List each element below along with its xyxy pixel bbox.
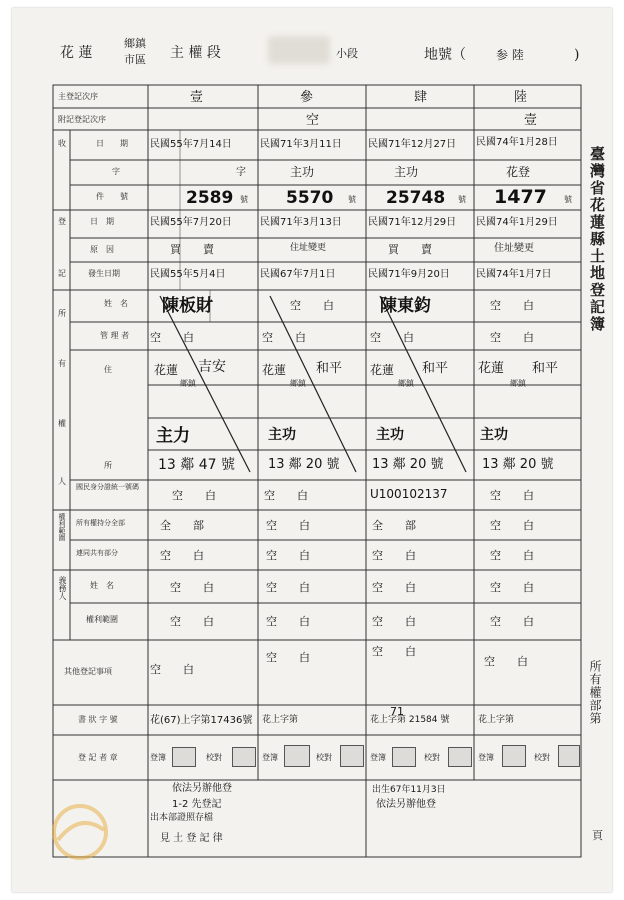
col4-check-label: 校對 xyxy=(534,753,550,762)
col1-reg-cause: 買 賣 xyxy=(170,243,214,256)
header-lot-close: ) xyxy=(574,47,580,63)
col1-addr-lot: 主力 xyxy=(156,426,190,446)
label-ji: 記 xyxy=(58,269,66,278)
col1-addr-town: 吉安 xyxy=(198,359,226,375)
col1-addr-no: 13 鄰 47 號 xyxy=(158,457,235,473)
col3-id-no: U100102137 xyxy=(370,487,448,501)
col1-check-label: 校對 xyxy=(206,753,222,762)
col2-holding: 空 白 xyxy=(266,519,310,532)
header-lot-label: 地號（ xyxy=(424,47,466,63)
col1-stamp-label: 登簿 xyxy=(150,753,166,762)
col3-receipt-number-suffix: 號 xyxy=(458,195,466,204)
col4-other: 空 白 xyxy=(484,655,528,668)
col2-owner-name: 空 白 xyxy=(290,299,334,312)
col1-reg-date: 民國55年7月20日 xyxy=(150,217,232,228)
label-owner-4: 人 xyxy=(58,477,66,486)
header-lot-value: 参 陸 xyxy=(496,48,524,62)
col3-addr-town: 和平 xyxy=(422,361,449,376)
footer-center-2: 依法另辦他登 xyxy=(376,799,436,810)
label-obligor-scope: 權利範圍 xyxy=(86,615,118,624)
label-reg-cause: 原 因 xyxy=(90,245,114,254)
col2-reg-cause: 住址變更 xyxy=(290,243,327,253)
col2-stamp-label: 登簿 xyxy=(262,753,278,762)
col3-addr-lot: 主功 xyxy=(376,427,404,443)
col4-receipt-word: 花登 xyxy=(506,165,531,179)
label-receipt-date: 日 期 xyxy=(96,139,128,148)
col4-addr-city: 花蓮 xyxy=(478,361,505,376)
header-county: 花 蓮 xyxy=(60,45,93,61)
col4-stamp-label: 登簿 xyxy=(478,753,494,762)
side-label: 所有權部第 xyxy=(588,660,602,725)
col4-reg-cause: 住址變更 xyxy=(494,243,534,254)
label-manager: 管 理 者 xyxy=(100,331,130,340)
col4-manager: 空 白 xyxy=(490,331,534,344)
col2-obligor-scope: 空 白 xyxy=(266,615,310,628)
col2-receipt-word: 主功 xyxy=(290,165,315,179)
col3-obligor-scope: 空 白 xyxy=(372,615,416,628)
col1-owner-name: 陳板財 xyxy=(162,296,213,316)
col4-cert: 花上字第 xyxy=(478,715,515,725)
col1-manager: 空 白 xyxy=(150,331,194,344)
label-reg-cause-date: 發生日期 xyxy=(88,269,120,278)
header-township-bottom: 市區 xyxy=(124,53,146,66)
col2-addr-town: 和平 xyxy=(316,361,343,376)
col1-main-order: 壹 xyxy=(190,90,204,105)
col4-addr-town: 和平 xyxy=(532,361,559,376)
col3-holding: 全 部 xyxy=(372,519,416,532)
footer-left-3: 出本部證照存檔 xyxy=(150,813,214,823)
col2-reg-date: 民國71年3月13日 xyxy=(260,217,342,228)
col3-other: 空 白 xyxy=(372,645,416,658)
col4-addr-lot: 主功 xyxy=(480,427,508,443)
col4-receipt-date: 民國74年1月28日 xyxy=(476,137,558,148)
footer-left-1: 依法另辦他登 xyxy=(172,783,232,794)
label-reg: 登 xyxy=(58,217,66,226)
col4-reg-date: 民國74年1月29日 xyxy=(476,217,558,228)
label-id-no: 國民身分證統一號碼 xyxy=(76,483,139,491)
col1-holding: 全 部 xyxy=(160,519,204,532)
col3-receipt-date: 民國71年12月27日 xyxy=(368,139,457,150)
col1-obligor: 空 白 xyxy=(170,581,214,594)
label-owner-2: 有 xyxy=(58,359,66,368)
col4-addr-no: 13 鄰 20 號 xyxy=(482,457,554,472)
col3-owner-name: 陳東鈞 xyxy=(380,296,431,316)
col3-reg-cause-date: 民國71年9月20日 xyxy=(368,269,450,280)
col1-common: 空 白 xyxy=(160,549,204,562)
col2-manager: 空 白 xyxy=(262,331,306,344)
col4-sub-order: 壹 xyxy=(524,113,538,128)
side-title: 臺灣省花蓮縣土地登記簿 xyxy=(588,146,606,333)
col3-receipt-word: 主功 xyxy=(394,165,419,179)
col4-receipt-number: 1477 xyxy=(494,186,547,208)
label-common-share: 連同共有部分 xyxy=(76,549,118,557)
label-certificate-no: 書 狀 字 號 xyxy=(78,715,118,724)
col2-receipt-number: 5570 xyxy=(286,188,334,208)
col1-receipt-number-suffix: 號 xyxy=(240,195,248,204)
footer-center-num: 71 xyxy=(390,705,404,718)
label-holding-share: 所有權持分全部 xyxy=(76,519,125,527)
label-obligor: 義務人 xyxy=(58,576,67,600)
col4-addr-village: 鄉鎮 xyxy=(510,379,526,388)
label-owner-1: 所 xyxy=(58,309,66,318)
col1-addr-city: 花蓮 xyxy=(154,363,179,377)
col3-reg-cause: 買 賣 xyxy=(388,243,432,256)
header-subsection: 小段 xyxy=(336,47,358,60)
label-right-scope: 權利範圍 xyxy=(58,513,66,541)
label-receipt: 收 xyxy=(58,139,66,148)
col1-addr-village: 鄉鎮 xyxy=(180,379,196,388)
col2-reg-cause-date: 民國67年7月1日 xyxy=(260,269,336,280)
col2-cert: 花上字第 xyxy=(262,715,299,725)
label-receipt-number: 件 號 xyxy=(96,192,128,201)
col2-common: 空 白 xyxy=(266,549,310,562)
col3-addr-city: 花蓮 xyxy=(370,363,395,377)
col1-receipt-word: 字 xyxy=(236,167,246,178)
col3-addr-no: 13 鄰 20 號 xyxy=(372,457,444,472)
col3-manager: 空 白 xyxy=(370,331,414,344)
side-page-suffix: 頁 xyxy=(592,829,603,842)
header-section: 主 權 段 xyxy=(170,45,221,61)
col3-common: 空 白 xyxy=(372,549,416,562)
col1-cert: 花(67)上字第17436號 xyxy=(150,715,253,726)
label-main-reg-order: 主登記次序 xyxy=(58,92,98,101)
col4-receipt-number-suffix: 號 xyxy=(564,195,572,204)
col1-obligor-scope: 空 白 xyxy=(170,615,214,628)
label-receipt-word: 字 xyxy=(112,167,120,176)
col4-owner-name: 空 白 xyxy=(490,299,534,312)
col3-check-label: 校對 xyxy=(424,753,440,762)
col4-obligor: 空 白 xyxy=(490,581,534,594)
col2-receipt-date: 民國71年3月11日 xyxy=(260,139,342,150)
col3-main-order: 肆 xyxy=(414,90,428,105)
col1-reg-cause-date: 民國55年5月4日 xyxy=(150,269,226,280)
col1-receipt-number: 2589 xyxy=(186,188,234,208)
col4-common: 空 白 xyxy=(490,549,534,562)
label-address: 住 xyxy=(104,365,112,374)
footer-left-4: 見 土 登 記 律 xyxy=(160,833,223,844)
label-obligor-name: 姓 名 xyxy=(90,581,114,590)
footer-center-1: 出生67年11月3日 xyxy=(372,785,446,795)
label-other-matters: 其他登記事項 xyxy=(64,667,112,676)
col2-check-label: 校對 xyxy=(316,753,332,762)
col3-obligor: 空 白 xyxy=(372,581,416,594)
col4-reg-cause-date: 民國74年1月7日 xyxy=(476,269,552,280)
col2-id-no: 空 白 xyxy=(264,489,308,502)
col4-main-order: 陸 xyxy=(514,90,528,105)
label-sub-reg-order: 附記登記次序 xyxy=(58,115,106,124)
label-address-2: 所 xyxy=(104,461,112,470)
col2-addr-lot: 主功 xyxy=(268,427,296,443)
col4-id-no: 空 白 xyxy=(490,489,534,502)
label-name: 姓 名 xyxy=(104,299,128,308)
col4-holding: 空 白 xyxy=(490,519,534,532)
col3-cert: 花上字第 21584 號 xyxy=(370,715,450,725)
header-township-top: 鄉鎮 xyxy=(124,37,146,50)
label-reg-date: 日 期 xyxy=(90,217,114,226)
col3-stamp-label: 登簿 xyxy=(370,753,386,762)
col2-obligor: 空 白 xyxy=(266,581,310,594)
col2-sub-order: 空 xyxy=(306,113,320,128)
label-registrar: 登 記 者 章 xyxy=(78,753,118,762)
col3-receipt-number: 25748 xyxy=(386,188,446,208)
col1-other: 空 白 xyxy=(150,663,194,676)
col2-main-order: 參 xyxy=(300,90,314,105)
col1-id-no: 空 白 xyxy=(172,489,216,502)
col2-addr-village: 鄉鎮 xyxy=(290,379,306,388)
footer-left-2: 1-2 先登記 xyxy=(172,799,222,810)
col3-reg-date: 民國71年12月29日 xyxy=(368,217,457,228)
col2-addr-city: 花蓮 xyxy=(262,363,287,377)
col2-receipt-number-suffix: 號 xyxy=(348,195,356,204)
col2-other: 空 白 xyxy=(266,651,310,664)
col4-obligor-scope: 空 白 xyxy=(490,615,534,628)
col3-addr-village: 鄉鎮 xyxy=(398,379,414,388)
label-owner-3: 權 xyxy=(58,419,66,428)
col2-addr-no: 13 鄰 20 號 xyxy=(268,457,340,472)
col1-receipt-date: 民國55年7月14日 xyxy=(150,139,232,150)
